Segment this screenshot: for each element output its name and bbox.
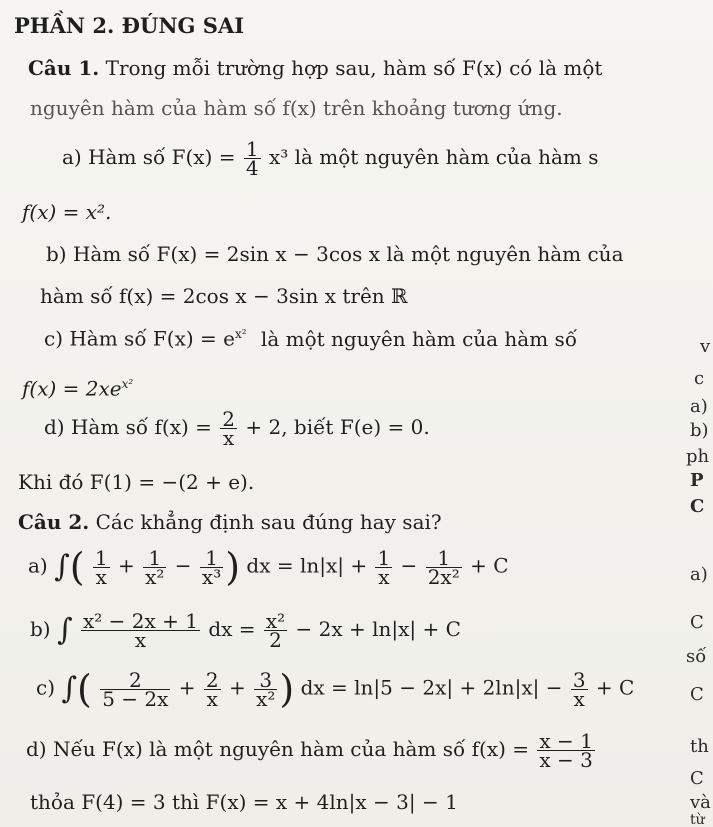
integral-sign: ∫ bbox=[56, 612, 73, 648]
question-1b-line2: hàm số f(x) = 2cos x − 3sin x trên ℝ bbox=[40, 284, 408, 308]
question-2c: c) ∫( $\frac{2}{5 - 2x}$ + $\frac{2}{x}$ + $\frac{3}{\text{x²}}$ ) dx = ln|5 − 2x| + 2ln|x| − $\frac{3}{x}$ + C bbox=[36, 667, 635, 711]
fraction-one-quarter: $\frac{1}{4}$ bbox=[245, 137, 259, 180]
question-1a: a) Hàm số F(x) = $\frac{1}{4}$ x³ là một nguyên hàm của hàm s bbox=[62, 137, 599, 180]
question-2-label: Câu 2. bbox=[18, 510, 90, 534]
question-2a: a) ∫( $\frac{1}{x}$ + $\frac{1}{\text{x²}}$ − $\frac{1}{\text{x³}}$ ) dx = ln|x| + $\frac{1}{x}$ − $\frac{1}{\text{2x²}}$ + C bbox=[28, 545, 509, 589]
question-2d: d) Nếu F(x) là một nguyên hàm của hàm số f(x) = $\frac{x - 1}{x - 3}$ bbox=[26, 729, 593, 772]
question-1a-line2: f(x) = x². bbox=[22, 200, 112, 224]
question-1-label: Câu 1. bbox=[28, 56, 100, 80]
question-1d: d) Hàm số f(x) = $\frac{2}{x}$ + 2, biết F(e) = 0. bbox=[44, 407, 430, 450]
question-1-intro-line2: nguyên hàm của hàm số f(x) trên khoảng tương ứng. bbox=[30, 96, 563, 120]
question-1c: c) Hàm số $F(x) = e^{x^2}$ là một nguyên hàm của hàm số bbox=[44, 326, 578, 351]
question-1-intro-text: Trong mỗi trường hợp sau, hàm số F(x) có là một bbox=[105, 56, 603, 80]
fraction-two-over-x: $\frac{2}{x}$ bbox=[222, 407, 236, 450]
question-1b: b) Hàm số F(x) = 2sin x − 3cos x là một nguyên hàm của bbox=[46, 242, 624, 266]
question-1d-line2: Khi đó F(1) = −(2 + e). bbox=[18, 470, 255, 494]
section-title: PHẦN 2. ĐÚNG SAI bbox=[14, 13, 245, 38]
question-2b: b) ∫ $\frac{\text{x² − 2x + 1}}{x}$ dx = $\frac{\text{x²}}{2}$ − 2x + ln|x| + C bbox=[30, 609, 461, 652]
document-page: PHẦN 2. ĐÚNG SAI Câu 1. Trong mỗi trường hợp sau, hàm số F(x) có là một nguyên hàm của hàm số f(x) trên khoảng tương ứng. a) Hàm số F(x) = $\frac{1}{4}$ x³ là một nguyên hàm của hàm s f(x) = x². b) Hàm số F(x) = 2sin x − 3cos x là một nguyên hàm của hàm số f(x) = 2cos x − 3sin x trên ℝ c) Hàm số $F(x) = e^{x^2}$ là một nguyên hàm của hàm số $f(x) = 2xe^{x^2}$ d) Hàm số f(x) = $\frac{2}{x}$ + 2, biết F(e) = 0. Khi đó F(1) = −(2 + e). Câu 2. Các khẳng định sau đúng hay sai? a) ∫( $\frac{1}{x}$ + $\frac{1}{\text{x²}}$ − $\frac{1}{\text{x³}}$ ) dx = ln|x| + $\frac{1}{x}$ − $\frac{1}{\text{2x²}}$ + C b) ∫ $\frac{\text{x² − 2x + 1}}{x}$ dx = $\frac{\text{x²}}{2}$ − 2x + ln|x| + C c) ∫( $\frac{2}{5 - 2x}$ + $\frac{2}{x}$ + $\frac{3}{\text{x²}}$ ) dx = ln|5 − 2x| + 2ln|x| − $\frac{3}{x}$ + C d) Nếu F(x) là một nguyên hàm của hàm số f(x) = $\frac{x - 1}{x - 3}$ thỏa F(4) = 3 thì F(x) = x + 4ln|x − 3| − 1 v c a) b) ph P C a) C số C th C và từ bbox=[0, 0, 713, 827]
integral-sign: ∫ bbox=[54, 549, 70, 584]
question-1c-line2: $f(x) = 2xe^{x^2}$ bbox=[22, 376, 134, 401]
question-2-intro: Câu 2. Các khẳng định sau đúng hay sai? bbox=[18, 510, 442, 534]
question-2d-line2: thỏa F(4) = 3 thì F(x) = x + 4ln|x − 3| − 1 bbox=[30, 790, 458, 814]
integral-sign: ∫ bbox=[61, 671, 78, 706]
question-1-intro bbox=[28, 56, 602, 80]
